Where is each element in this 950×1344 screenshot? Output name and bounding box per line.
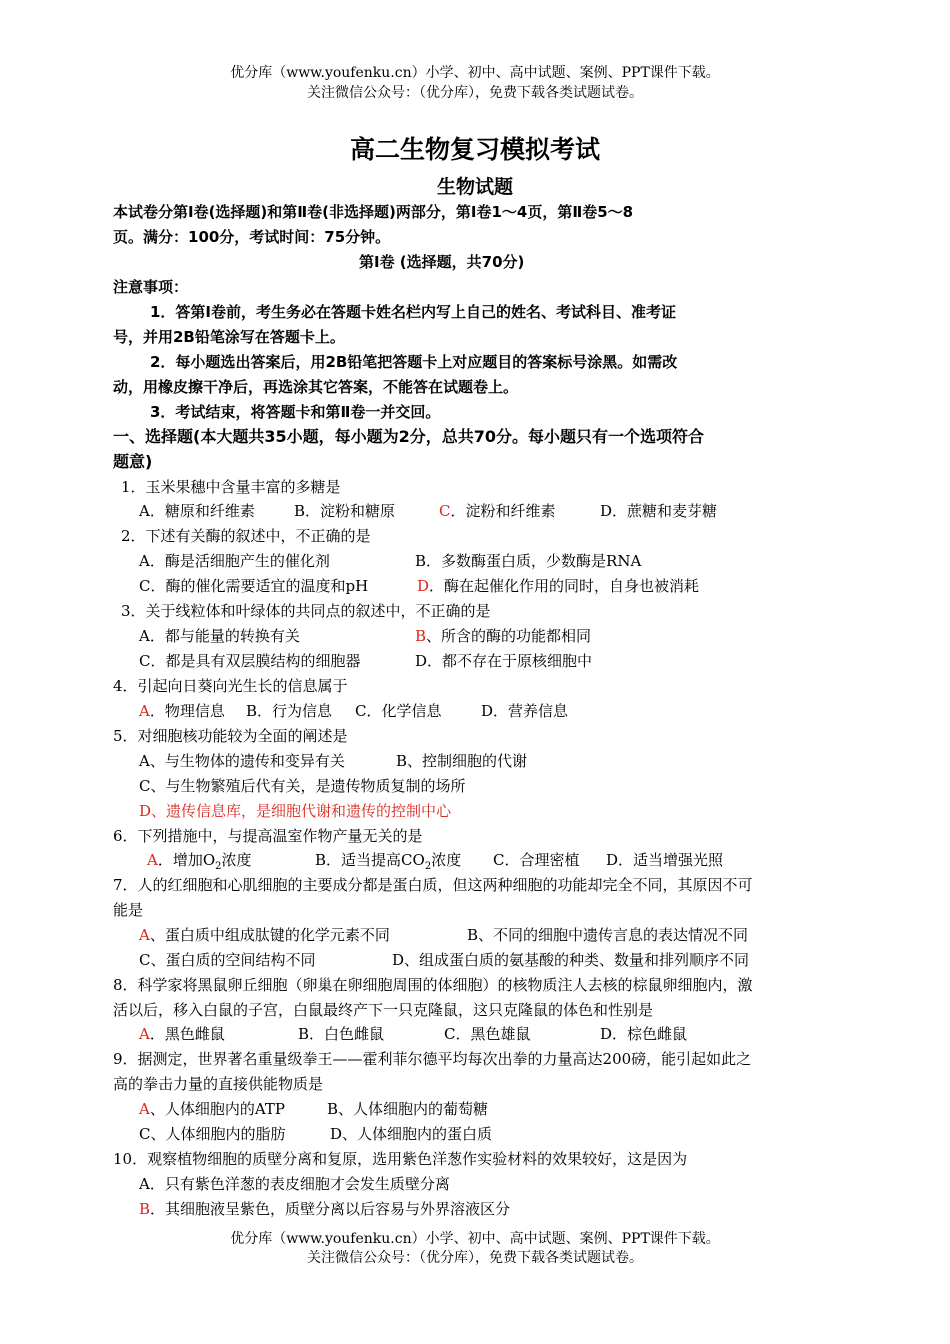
section-1-heading-line-2: 题意) (113, 452, 153, 471)
q9-option-b: B、人体细胞内的葡萄糖 (327, 1100, 489, 1118)
q8-stem-line-2: 活以后，移入白鼠的子宫，白鼠最终产下一只克隆鼠，这只克隆鼠的体色和性别是 (113, 1001, 654, 1019)
q7-option-c: C、蛋白质的空间结构不同 (139, 951, 316, 969)
q6-option-c: C．合理密植 (493, 851, 580, 869)
q10-answer-mark: B (139, 1200, 151, 1218)
footer-line-1: 优分库（www.youfenku.cn）小学、初中、高中试题、案例、PPT课件下载。 (230, 1231, 720, 1247)
q7-option-d: D、组成蛋白质的氨基酸的种类、数量和排列顺序不同 (392, 951, 750, 969)
q8-option-b: B．白色雌鼠 (298, 1025, 385, 1043)
q1-option-d: D．蔗糖和麦芽糖 (600, 502, 718, 520)
q2-answer-mark: D (417, 577, 430, 595)
q8-option-a: A．黑色雌鼠 (139, 1025, 225, 1043)
q2-option-c: C．酶的催化需要适宜的温度和pH (139, 577, 369, 595)
q8-option-d: D．棕色雌鼠 (600, 1025, 688, 1043)
q8-option-c: C．黑色雄鼠 (444, 1025, 531, 1043)
q3-option-b: B、所含的酶的功能都相同 (415, 627, 592, 645)
q3-option-c: C．都是具有双层膜结构的细胞器 (139, 652, 361, 670)
part1-heading: 第Ⅰ卷 (选择题，共70分) (359, 253, 525, 271)
q6-answer-mark: A (147, 851, 158, 869)
q7-option-a: A、蛋白质中组成肽键的化学元素不同 (139, 926, 390, 944)
q6-stem: 6．下列措施中，与提高温室作物产量无关的是 (113, 827, 423, 845)
q2-option-b: B．多数酶蛋白质，少数酶是RNA (415, 552, 642, 570)
note-3: 3．考试结束，将答题卡和第Ⅱ卷一并交回。 (150, 403, 441, 421)
q9-option-c: C、人体细胞内的脂肪 (139, 1125, 286, 1143)
q1-option-b: B．淀粉和糖原 (294, 502, 396, 520)
q4-option-a: A．物理信息 (139, 702, 225, 720)
q6-option-a: A．增加$O_2$浓度 (147, 851, 252, 872)
note-1-line-2: 号，并用2B铅笔涂写在答题卡上。 (113, 328, 345, 346)
q2-option-a: A．酶是活细胞产生的催化剂 (139, 552, 330, 570)
q4-stem: 4．引起向日葵向光生长的信息属于 (113, 677, 348, 695)
q2-stem: 2．下述有关酶的叙述中，不正确的是 (121, 527, 371, 545)
q7-stem-line-2: 能是 (113, 901, 144, 919)
q1-answer-mark: C (439, 502, 451, 520)
q5-option-a: A、与生物体的遗传和变异有关 (139, 752, 345, 770)
q1-option-c: C．淀粉和纤维素 (439, 502, 556, 520)
q7-stem-line-1: 7．人的红细胞和心肌细胞的主要成分都是蛋白质，但这两种细胞的功能却完全不同，其原因不可 (113, 876, 753, 894)
q6-option-d: D．适当增强光照 (606, 851, 724, 869)
q9-option-d: D、人体细胞内的蛋白质 (330, 1125, 493, 1143)
q9-stem-line-1: 9．据测定，世界著名重量级拳王——霍利菲尔德平均每次出拳的力量高达200磅，能引起如此之 (113, 1050, 752, 1068)
q5-option-b: B、控制细胞的代谢 (396, 752, 528, 770)
q4-option-b: B．行为信息 (246, 702, 333, 720)
q9-option-a: A、人体细胞内的ATP (139, 1100, 285, 1118)
q4-option-d: D．营养信息 (481, 702, 569, 720)
q1-stem: 1．玉米果穗中含量丰富的多糖是 (121, 478, 341, 496)
q10-stem: 10．观察植物细胞的质壁分离和复原，选用紫色洋葱作实验材料的效果较好，这是因为 (113, 1150, 688, 1168)
notes-heading: 注意事项： (113, 278, 189, 296)
q5-option-c: C、与生物繁殖后代有关，是遗传物质复制的场所 (139, 777, 466, 795)
q3-stem: 3．关于线粒体和叶绿体的共同点的叙述中，不正确的是 (121, 602, 491, 620)
q4-answer-mark: A (139, 702, 150, 720)
page-subtitle: 生物试题 (436, 176, 513, 198)
note-2-line-1: 2．每小题选出答案后，用2B铅笔把答题卡上对应题目的答案标号涂黑。如需改 (150, 353, 678, 371)
q8-answer-mark: A (139, 1025, 150, 1043)
intro-line-1: 本试卷分第Ⅰ卷(选择题)和第Ⅱ卷(非选择题)两部分，第Ⅰ卷1～4页，第Ⅱ卷5～8 (113, 203, 634, 221)
q7-answer-mark: A (139, 926, 150, 944)
q9-stem-line-2: 高的拳击力量的直接供能物质是 (113, 1075, 324, 1093)
header-line-1: 优分库（www.youfenku.cn）小学、初中、高中试题、案例、PPT课件下载。 (230, 65, 720, 81)
q9-answer-mark: A (139, 1100, 150, 1118)
note-1-line-1: 1．答第Ⅰ卷前，考生务必在答题卡姓名栏内写上自己的姓名、考试科目、准考证 (150, 303, 677, 321)
q2-option-d: D．酶在起催化作用的同时，自身也被消耗 (417, 577, 700, 595)
q10-option-b: B．其细胞液呈紫色，质壁分离以后容易与外界溶液区分 (139, 1200, 511, 1218)
section-1-heading-line-1: 一、选择题(本大题共35小题，每小题为2分，总共70分。每小题只有一个选项符合 (113, 427, 704, 446)
q3-option-d: D．都不存在于原核细胞中 (415, 652, 593, 670)
q3-option-a: A．都与能量的转换有关 (139, 627, 300, 645)
q3-answer-mark: B (415, 627, 427, 645)
q10-option-a: A．只有紫色洋葱的表皮细胞才会发生质壁分离 (139, 1175, 450, 1193)
q8-stem-line-1: 8．科学家将黑鼠卵丘细胞（卵巢在卵细胞周围的体细胞）的核物质注人去核的棕鼠卵细胞内，激 (113, 976, 753, 994)
q1-option-a: A．糖原和纤维素 (139, 502, 255, 520)
q4-option-c: C．化学信息 (355, 702, 442, 720)
q5-option-d: D、遗传信息库，是细胞代谢和遗传的控制中心 (139, 802, 452, 820)
note-2-line-2: 动，用橡皮擦干净后，再选涂其它答案，不能答在试题卷上。 (113, 378, 519, 396)
q6-option-b: B．适当提高$CO_2$浓度 (315, 851, 462, 872)
intro-line-2: 页。满分：100分，考试时间：75分钟。 (113, 228, 391, 246)
q5-stem: 5．对细胞核功能较为全面的阐述是 (113, 727, 348, 745)
q7-option-b: B、不同的细胞中遗传言息的表达情况不同 (467, 926, 749, 944)
header-line-2: 关注微信公众号：（优分库），免费下载各类试题试卷。 (307, 85, 643, 101)
page-title: 高二生物复习模拟考试 (349, 135, 600, 164)
footer-line-2: 关注微信公众号：（优分库），免费下载各类试题试卷。 (307, 1250, 643, 1266)
